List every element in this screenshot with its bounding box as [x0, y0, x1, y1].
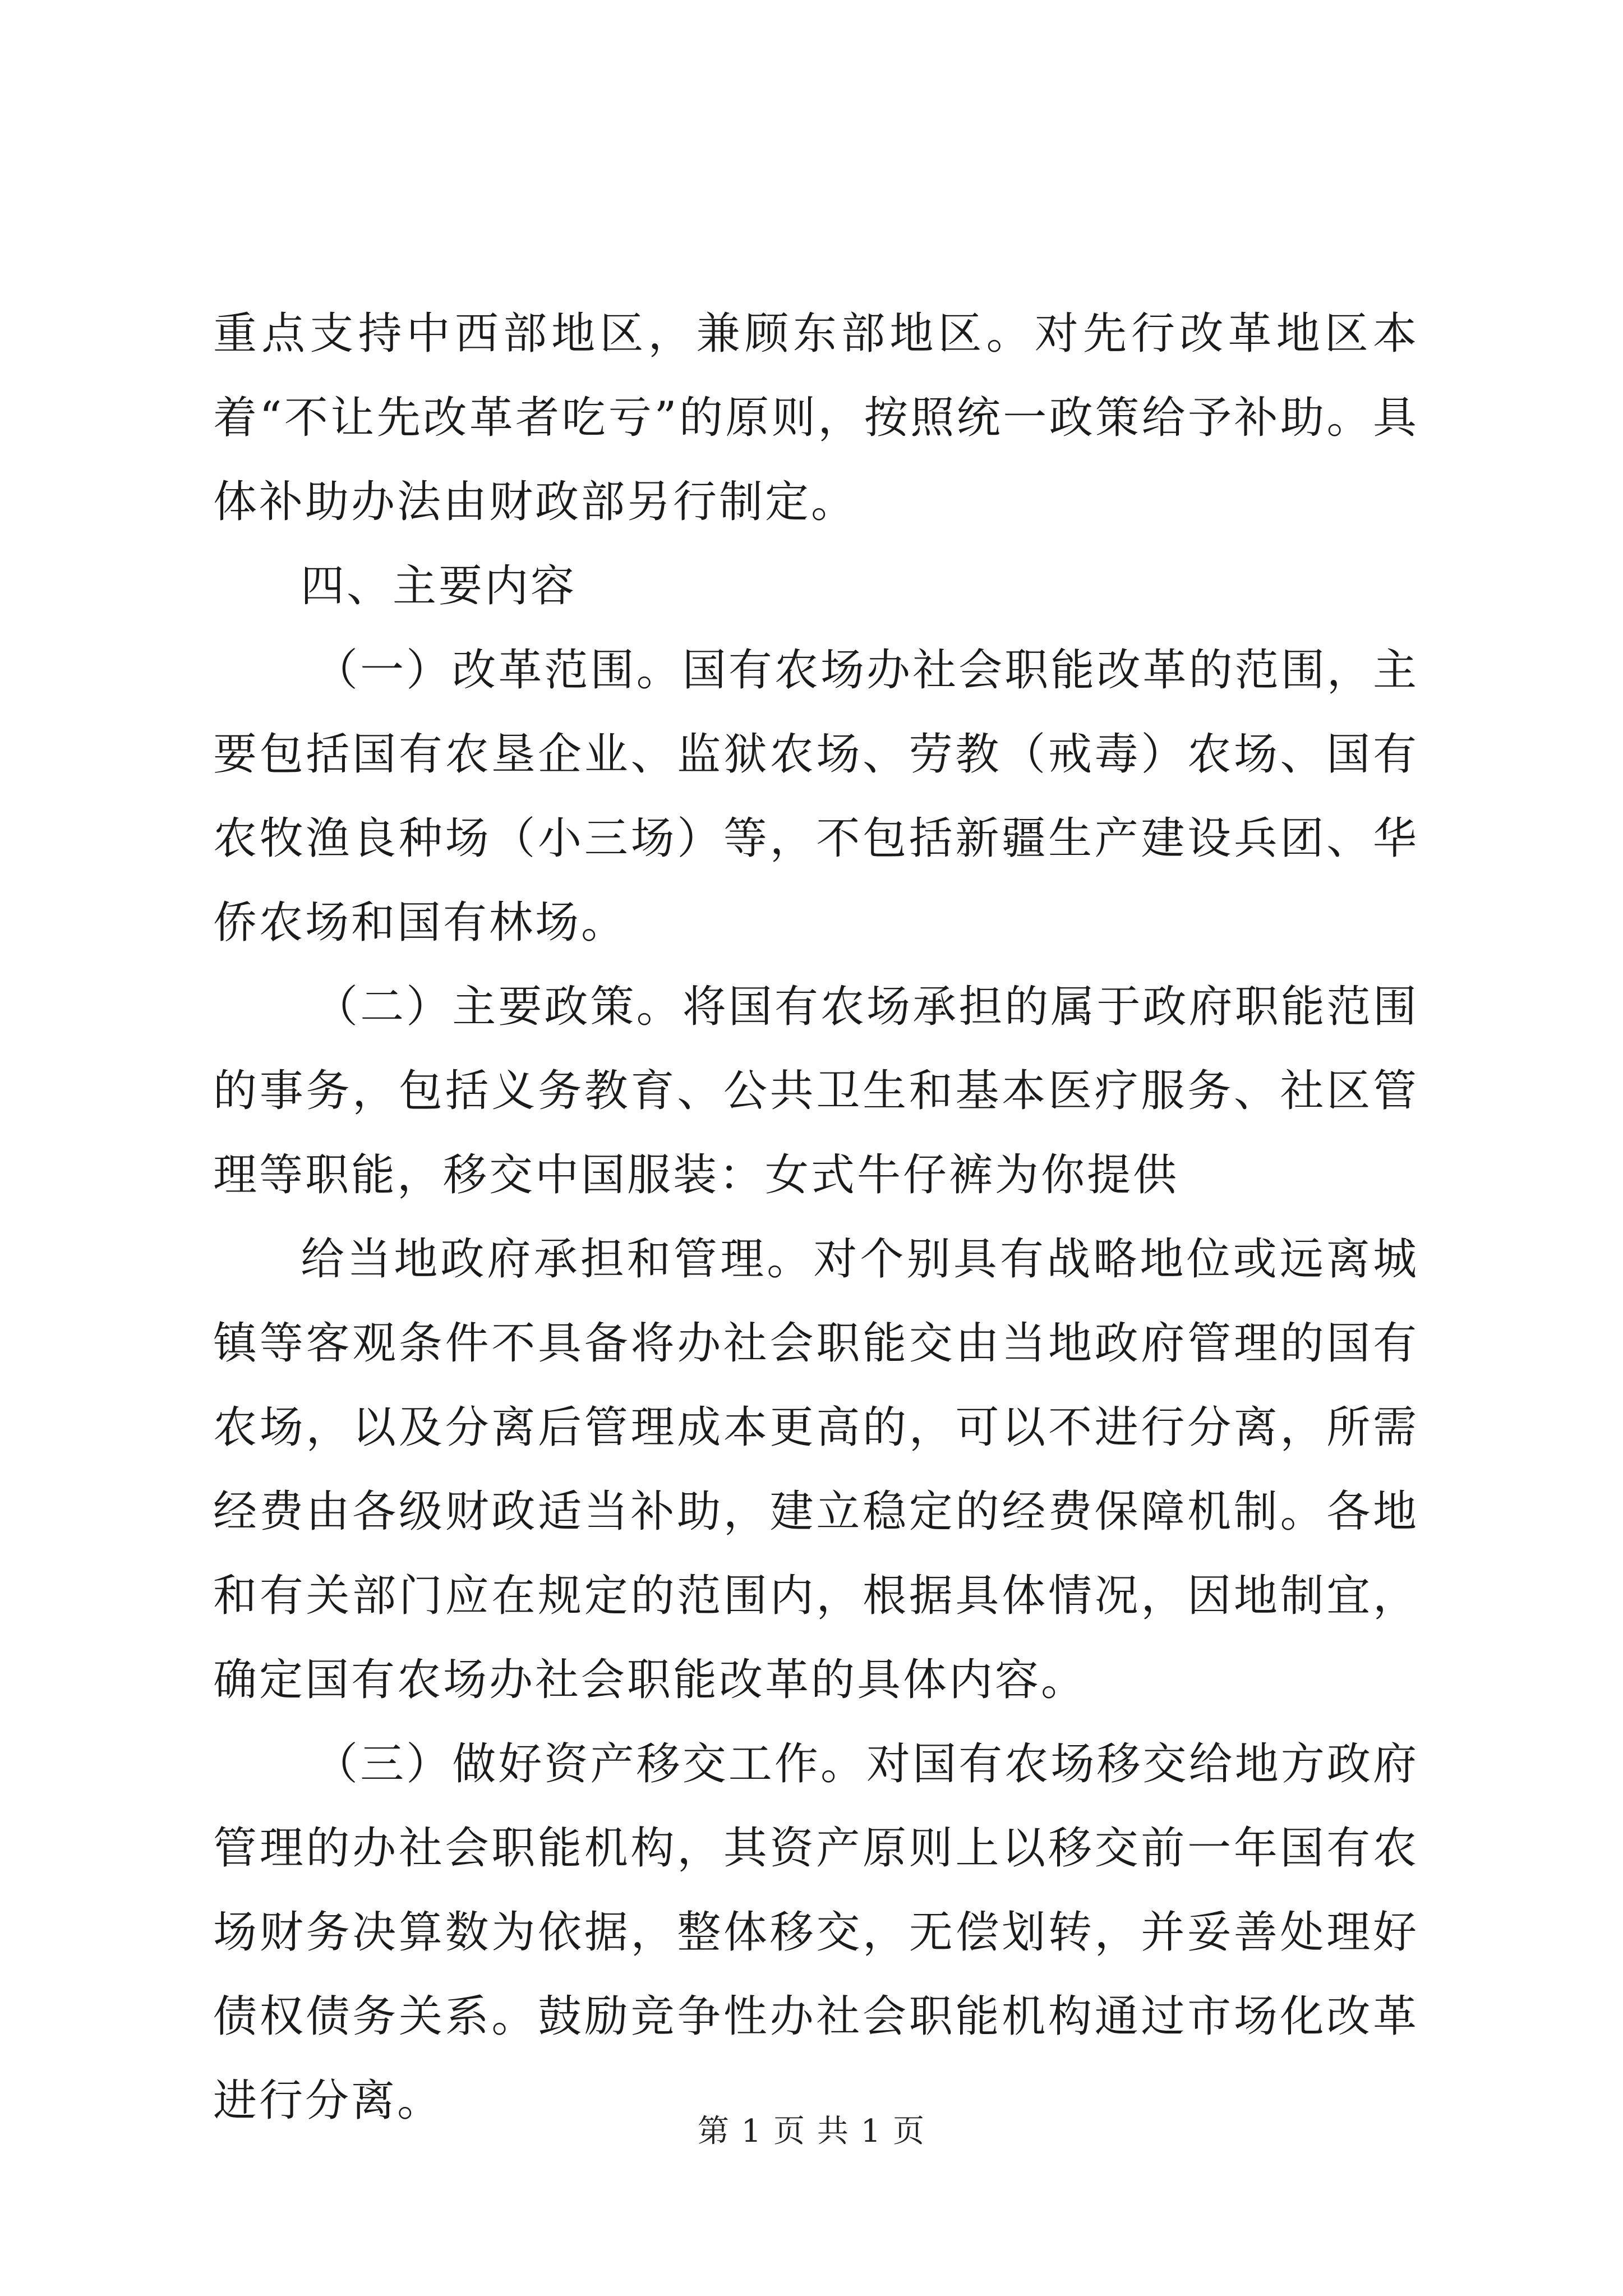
document-body [213, 292, 1419, 2143]
section-heading-main-content: 四、主要内容 [301, 561, 577, 611]
paragraph-local-government-management: 给当地政府承担和管理。对个别具有战略地位或远离城镇等客观条件不具备将办社会职能交由当地政府管理的国有农场，以及分离后管理成本更高的，可以不进行分离，所需经费由各级财政适当补助，建立稳定的经费保障机制。各地和有关部门应在规定的范围内，根据具体情况，因地制宜，确定国有农场办社会职能改革的具体内容。 [213, 1234, 1419, 1705]
paragraph-subsidy-continued: 重点支持中西部地区，兼顾东部地区。对先行改革地区本着“不让先改革者吃亏”的原则，按照统一政策给予补助。具体补助办法由财政部另行制定。 [213, 309, 1419, 527]
paragraph-asset-transfer: （三）做好资产移交工作。对国有农场移交给地方政府管理的办社会职能机构，其资产原则上以移交前一年国有农场财务决算数为依据，整体移交，无偿划转，并妥善处理好债权债务关系。鼓励竞争性办社会职能机构通过市场化改革进行分离。 [213, 1739, 1419, 2126]
paragraph-reform-scope: （一）改革范围。国有农场办社会职能改革的范围，主要包括国有农垦企业、监狱农场、劳教（戒毒）农场、国有农牧渔良种场（小三场）等，不包括新疆生产建设兵团、华侨农场和国有林场。 [213, 645, 1419, 948]
paragraph-main-policies: （二）主要政策。将国有农场承担的属于政府职能范围的事务，包括义务教育、公共卫生和基本医疗服务、社区管理等职能，移交中国服装：女式牛仔裤为你提供 [213, 982, 1419, 1200]
page-footer: 第 1 页 共 1 页 [697, 2113, 926, 2150]
